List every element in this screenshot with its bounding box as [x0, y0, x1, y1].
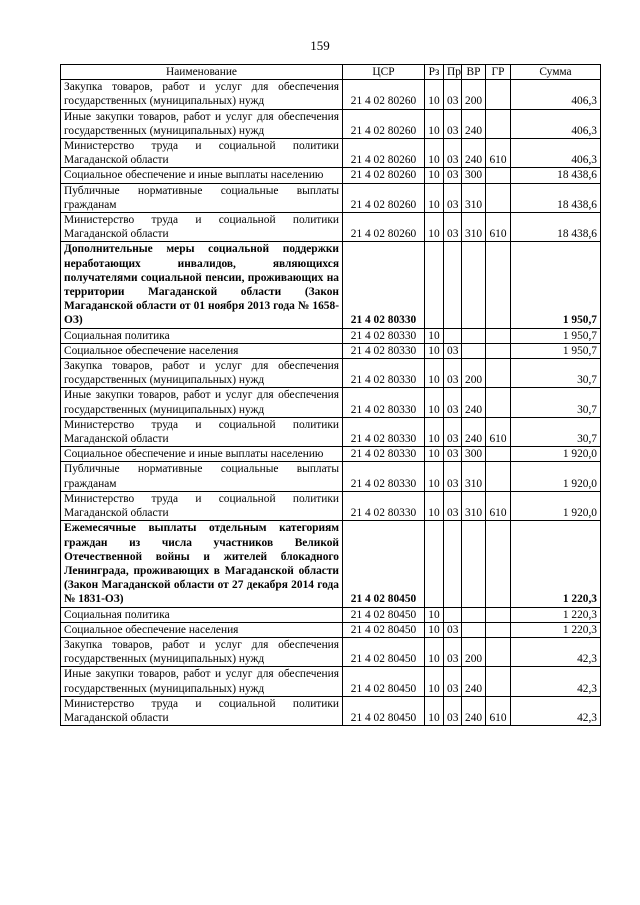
table-row [61, 462, 601, 491]
cell-name: Иные закупки товаров, работ и услуг для обеспечения государственных (муниципальных) нужд [61, 667, 343, 696]
cell-rz: 10 [425, 607, 444, 622]
cell-vr: 240 [462, 388, 486, 417]
cell-rz: 10 [425, 388, 444, 417]
cell-csr: 21 4 02 80450 [343, 637, 425, 666]
cell-name: Закупка товаров, работ и услуг для обеспечения государственных (муниципальных) нужд [61, 80, 343, 109]
table-row [61, 242, 601, 328]
cell-gr [486, 328, 511, 343]
cell-sum: 406,3 [511, 80, 601, 109]
cell-rz: 10 [425, 343, 444, 358]
cell-sum: 30,7 [511, 359, 601, 388]
table-row [61, 637, 601, 666]
cell-pr: 03 [444, 388, 462, 417]
table-row [61, 491, 601, 520]
cell-name: Социальное обеспечение населения [61, 343, 343, 358]
table-row [61, 388, 601, 417]
header-pr: Пр [444, 65, 462, 80]
cell-gr [486, 667, 511, 696]
cell-gr [486, 168, 511, 183]
header-csr: ЦСР [343, 65, 425, 80]
cell-csr: 21 4 02 80330 [343, 462, 425, 491]
cell-rz: 10 [425, 462, 444, 491]
cell-csr: 21 4 02 80260 [343, 139, 425, 168]
cell-name: Дополнительные меры социальной поддержки неработающих инвалидов, являющихся получателями социальной пенсии, проживающих на территории Магаданской области (Закон Магаданской области от 01 ноября 2013 года № 1658-ОЗ) [61, 242, 343, 328]
cell-gr [486, 521, 511, 607]
cell-sum: 1 950,7 [511, 343, 601, 358]
cell-vr: 300 [462, 447, 486, 462]
cell-csr: 21 4 02 80450 [343, 607, 425, 622]
cell-name: Иные закупки товаров, работ и услуг для обеспечения государственных (муниципальных) нужд [61, 109, 343, 138]
cell-csr: 21 4 02 80260 [343, 183, 425, 212]
cell-sum: 30,7 [511, 417, 601, 446]
cell-sum: 1 220,3 [511, 521, 601, 607]
cell-pr: 03 [444, 183, 462, 212]
cell-name: Ежемесячные выплаты отдельным категориям граждан из числа участников Великой Отечественной войны и жителей блокадного Ленинграда, проживающих в Магаданской области (Закон Магаданской области от 27 декабря 2014 года № 1831-ОЗ) [61, 521, 343, 607]
cell-csr: 21 4 02 80260 [343, 213, 425, 242]
cell-csr: 21 4 02 80260 [343, 80, 425, 109]
budget-table [60, 64, 601, 726]
cell-name: Социальная политика [61, 607, 343, 622]
cell-csr: 21 4 02 80330 [343, 417, 425, 446]
cell-pr [444, 607, 462, 622]
cell-sum: 1 950,7 [511, 242, 601, 328]
cell-sum: 1 950,7 [511, 328, 601, 343]
cell-pr: 03 [444, 491, 462, 520]
cell-sum: 18 438,6 [511, 168, 601, 183]
table-row [61, 417, 601, 446]
table-row [61, 343, 601, 358]
cell-name: Иные закупки товаров, работ и услуг для обеспечения государственных (муниципальных) нужд [61, 388, 343, 417]
cell-csr: 21 4 02 80450 [343, 521, 425, 607]
cell-sum: 42,3 [511, 696, 601, 725]
table-header-row [61, 65, 601, 80]
cell-pr: 03 [444, 637, 462, 666]
cell-pr: 03 [444, 462, 462, 491]
cell-rz: 10 [425, 168, 444, 183]
cell-vr: 240 [462, 417, 486, 446]
cell-vr: 310 [462, 213, 486, 242]
cell-csr: 21 4 02 80450 [343, 622, 425, 637]
table-row [61, 521, 601, 607]
cell-pr [444, 328, 462, 343]
cell-gr [486, 622, 511, 637]
cell-csr: 21 4 02 80330 [343, 359, 425, 388]
cell-gr [486, 388, 511, 417]
cell-csr: 21 4 02 80330 [343, 447, 425, 462]
cell-sum: 30,7 [511, 388, 601, 417]
table-row [61, 696, 601, 725]
header-gr: ГР [486, 65, 511, 80]
cell-pr: 03 [444, 417, 462, 446]
cell-pr: 03 [444, 168, 462, 183]
cell-pr: 03 [444, 139, 462, 168]
table-row [61, 607, 601, 622]
cell-sum: 406,3 [511, 139, 601, 168]
cell-gr: 610 [486, 139, 511, 168]
cell-gr: 610 [486, 213, 511, 242]
cell-vr: 310 [462, 491, 486, 520]
cell-rz: 10 [425, 139, 444, 168]
table-row [61, 139, 601, 168]
cell-pr: 03 [444, 447, 462, 462]
cell-sum: 1 920,0 [511, 462, 601, 491]
cell-name: Министерство труда и социальной политики Магаданской области [61, 491, 343, 520]
cell-vr: 300 [462, 168, 486, 183]
cell-rz [425, 242, 444, 328]
cell-sum: 1 920,0 [511, 447, 601, 462]
cell-gr [486, 109, 511, 138]
cell-name: Закупка товаров, работ и услуг для обеспечения государственных (муниципальных) нужд [61, 359, 343, 388]
cell-rz: 10 [425, 359, 444, 388]
cell-vr [462, 328, 486, 343]
cell-rz: 10 [425, 109, 444, 138]
cell-vr: 240 [462, 109, 486, 138]
cell-name: Социальная политика [61, 328, 343, 343]
table-body [61, 80, 601, 726]
cell-name: Министерство труда и социальной политики Магаданской области [61, 139, 343, 168]
cell-gr [486, 462, 511, 491]
cell-gr [486, 447, 511, 462]
header-sum: Сумма [511, 65, 601, 80]
cell-csr: 21 4 02 80330 [343, 242, 425, 328]
cell-csr: 21 4 02 80260 [343, 109, 425, 138]
header-vr: ВР [462, 65, 486, 80]
cell-sum: 406,3 [511, 109, 601, 138]
cell-gr: 610 [486, 491, 511, 520]
cell-rz: 10 [425, 447, 444, 462]
cell-pr [444, 521, 462, 607]
cell-sum: 18 438,6 [511, 213, 601, 242]
table-row [61, 213, 601, 242]
page-number: 159 [310, 38, 330, 53]
cell-name: Закупка товаров, работ и услуг для обеспечения государственных (муниципальных) нужд [61, 637, 343, 666]
cell-sum: 1 920,0 [511, 491, 601, 520]
header-name: Наименование [61, 65, 343, 80]
cell-vr [462, 343, 486, 358]
cell-rz: 10 [425, 417, 444, 446]
cell-gr [486, 359, 511, 388]
table-row [61, 667, 601, 696]
cell-rz: 10 [425, 622, 444, 637]
cell-name: Социальное обеспечение и иные выплаты населению [61, 447, 343, 462]
cell-vr: 310 [462, 462, 486, 491]
cell-vr: 310 [462, 183, 486, 212]
cell-gr [486, 183, 511, 212]
cell-name: Социальное обеспечение населения [61, 622, 343, 637]
cell-rz: 10 [425, 213, 444, 242]
cell-csr: 21 4 02 80450 [343, 667, 425, 696]
table-row [61, 183, 601, 212]
cell-pr: 03 [444, 213, 462, 242]
cell-vr: 240 [462, 696, 486, 725]
cell-name: Министерство труда и социальной политики Магаданской области [61, 417, 343, 446]
cell-csr: 21 4 02 80330 [343, 388, 425, 417]
cell-sum: 42,3 [511, 667, 601, 696]
cell-vr: 240 [462, 139, 486, 168]
cell-rz: 10 [425, 80, 444, 109]
cell-sum: 1 220,3 [511, 607, 601, 622]
cell-vr: 240 [462, 667, 486, 696]
cell-pr [444, 242, 462, 328]
cell-vr: 200 [462, 359, 486, 388]
cell-name: Социальное обеспечение и иные выплаты населению [61, 168, 343, 183]
cell-vr: 200 [462, 637, 486, 666]
table-row [61, 80, 601, 109]
cell-vr: 200 [462, 80, 486, 109]
table-row [61, 328, 601, 343]
cell-gr [486, 607, 511, 622]
cell-csr: 21 4 02 80260 [343, 168, 425, 183]
cell-csr: 21 4 02 80330 [343, 491, 425, 520]
cell-sum: 18 438,6 [511, 183, 601, 212]
cell-name: Публичные нормативные социальные выплаты гражданам [61, 183, 343, 212]
cell-pr: 03 [444, 667, 462, 696]
cell-rz: 10 [425, 637, 444, 666]
cell-rz [425, 521, 444, 607]
cell-vr [462, 622, 486, 637]
cell-rz: 10 [425, 696, 444, 725]
table-row [61, 447, 601, 462]
cell-sum: 42,3 [511, 637, 601, 666]
cell-rz: 10 [425, 491, 444, 520]
cell-pr: 03 [444, 343, 462, 358]
cell-csr: 21 4 02 80450 [343, 696, 425, 725]
cell-pr: 03 [444, 359, 462, 388]
cell-csr: 21 4 02 80330 [343, 328, 425, 343]
cell-vr [462, 607, 486, 622]
cell-gr [486, 242, 511, 328]
cell-gr: 610 [486, 417, 511, 446]
cell-sum: 1 220,3 [511, 622, 601, 637]
cell-pr: 03 [444, 80, 462, 109]
cell-vr [462, 242, 486, 328]
cell-gr: 610 [486, 696, 511, 725]
cell-rz: 10 [425, 183, 444, 212]
cell-vr [462, 521, 486, 607]
cell-name: Публичные нормативные социальные выплаты гражданам [61, 462, 343, 491]
header-rz: Рз [425, 65, 444, 80]
cell-pr: 03 [444, 109, 462, 138]
cell-rz: 10 [425, 667, 444, 696]
table-row [61, 359, 601, 388]
cell-gr [486, 80, 511, 109]
cell-name: Министерство труда и социальной политики Магаданской области [61, 696, 343, 725]
cell-gr [486, 637, 511, 666]
cell-rz: 10 [425, 328, 444, 343]
cell-pr: 03 [444, 622, 462, 637]
cell-pr: 03 [444, 696, 462, 725]
cell-gr [486, 343, 511, 358]
table-row [61, 109, 601, 138]
cell-csr: 21 4 02 80330 [343, 343, 425, 358]
table-row [61, 168, 601, 183]
table-row [61, 622, 601, 637]
cell-name: Министерство труда и социальной политики Магаданской области [61, 213, 343, 242]
